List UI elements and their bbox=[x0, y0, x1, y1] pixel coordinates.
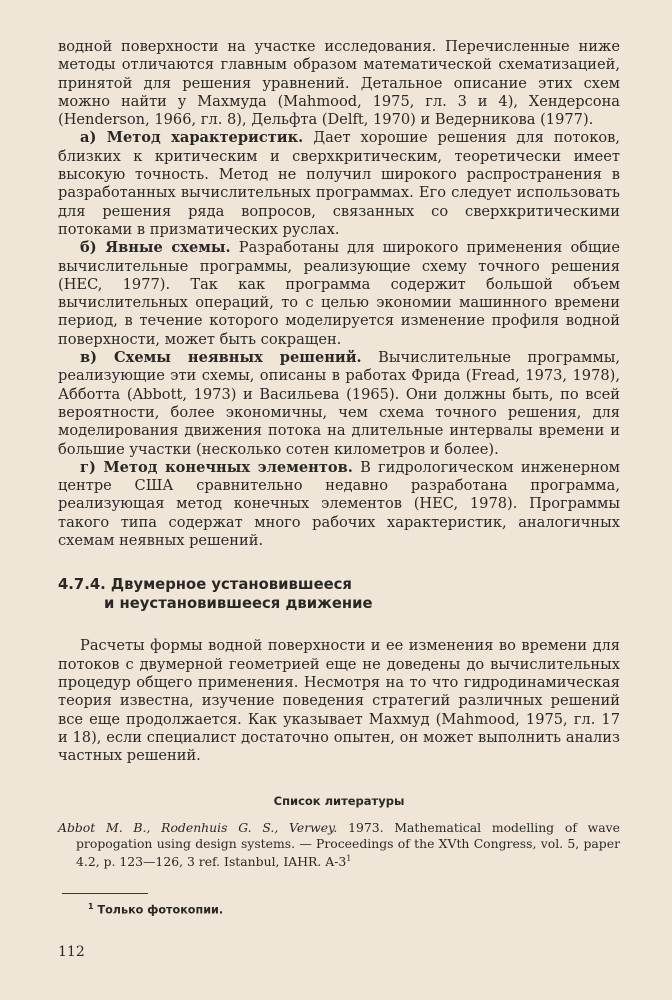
implicit-schemes-paragraph bbox=[58, 349, 620, 459]
references-title: Список литературы bbox=[273, 794, 405, 809]
method-characteristics-paragraph bbox=[58, 129, 620, 239]
reference-entry bbox=[58, 820, 620, 869]
method-title: а) Метод характеристик. bbox=[80, 129, 304, 147]
footnote-mark: 1 bbox=[88, 902, 94, 912]
method-text: В гидрологическом инженерном центре США сравнительно недавно разработана программа, реализующая метод конечных элементов (HEC, 1978). Программы такого типа содержат много рабочих характеристик, аналогичных схемам неявных решений. bbox=[58, 458, 620, 550]
reference-authors: Abbot M. B., Rodenhuis G. S., Verwey. bbox=[58, 820, 338, 836]
method-title: г) Метод конечных элементов. bbox=[80, 458, 353, 476]
footnote-text: Только фотокопии. bbox=[97, 904, 224, 918]
intro-paragraph: водной поверхности на участке исследования. Перечисленные ниже методы отличаются главным образом математической схематизацией, принятой для решения уравнений. Детальное описание этих схем можно найти у Махмуда (Mahmood, 1975, гл. 3 и 4), Хендерсона (Henderson, 1966, гл. 8), Дельфта (Delft, 1970) и Ведерникова (1977). bbox=[58, 38, 620, 129]
method-title: б) Явные схемы. bbox=[80, 239, 231, 257]
page-number: 112 bbox=[58, 944, 85, 960]
method-text: Разработаны для широкого применения общие вычислительные программы, реализующие схему точного решения (HEC, 1977). Так как программа содержит большой объем вычислительных операций, то с целью экономии машинного времени период, в течение которого моделируется изменение профиля водной поверхности, может быть сокращен. bbox=[58, 239, 620, 348]
method-text: Дает хорошие решения для потоков, близких к критическим и сверхкритическим, теоретически имеет высокую точность. Метод не получил широкого распространения в разработанных вычислительных программах. Его следует использовать для решения ряда вопросов, связанных со сверхкритическими потоками в призматических руслах. bbox=[58, 129, 620, 238]
footnote bbox=[88, 902, 620, 917]
section-heading-line2: и неустановившееся движение bbox=[104, 594, 373, 612]
method-title: в) Схемы неявных решений. bbox=[80, 349, 362, 367]
footnote-divider bbox=[62, 893, 148, 894]
finite-elements-paragraph bbox=[58, 459, 620, 550]
section-heading-line1: 4.7.4. Двумерное установившееся bbox=[58, 576, 352, 594]
method-text: Вычислительные программы, реализующие эти схемы, описаны в работах Фрида (Fread, 1973, 1978), Абботта (Abbott, 1973) и Васильева (1965). Они должны быть, по всей вероятности, более экономичны, чем схема точного решения, для моделирования движения потока на длительные интервалы времени и большие участки (несколько сотен километров и более). bbox=[58, 349, 620, 458]
footnote-mark: 1 bbox=[346, 853, 352, 863]
section-heading bbox=[58, 576, 620, 613]
reference-text: 1973. Mathematical modelling of wave propogation using design systems. — Proceedings of the XVth Congress, vol. 5, paper 4.2, p. 123—126, 3 ref. Istanbul, IAHR. A-3 bbox=[76, 820, 621, 870]
explicit-schemes-paragraph bbox=[58, 239, 620, 349]
section-paragraph: Расчеты формы водной поверхности и ее изменения во времени для потоков с двумерной геометрией еще не доведены до вычислительных процедур общего применения. Несмотря на то что гидродинамическая теория известна, изучение поведения стратегий различных решений все еще продолжается. Как указывает Махмуд (Mahmood, 1975, гл. 17 и 18), если специалист достаточно опытен, он может выполнить анализ частных решений. bbox=[58, 637, 620, 765]
